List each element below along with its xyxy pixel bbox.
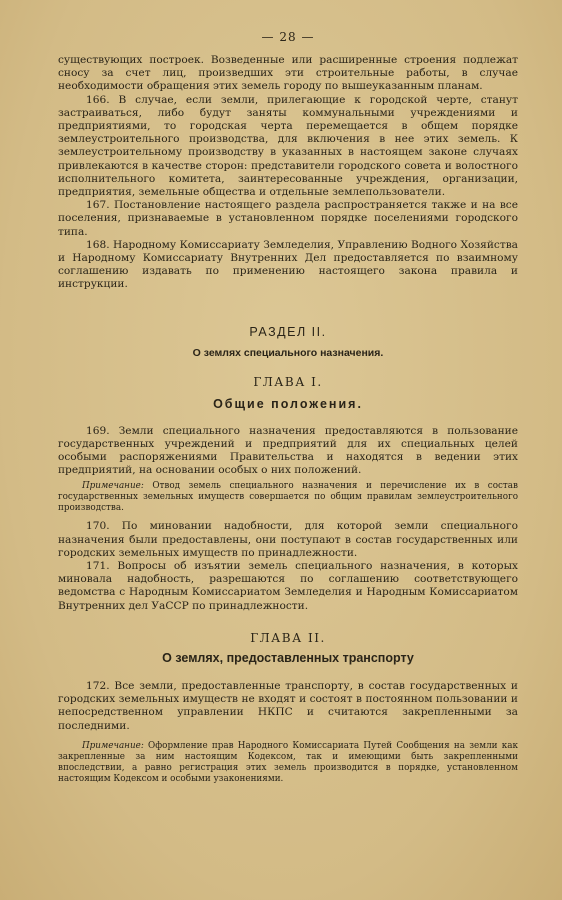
note-label: Примечание:: [82, 481, 144, 492]
paragraph-168: 168. Народному Комиссариату Земледелия, Управлению Водного Хозяйства и Народному Комиссариату Внутренних Дел предоставляется по взаимному соглашению издавать по применению настоящего закона правила и инструкции.: [58, 238, 518, 291]
chapter-2-title: ГЛАВА II.: [250, 630, 326, 645]
paragraph-169: 169. Земли специального назначения предоставляются в пользование государственных учреждений и предприятий для их специальных целей особыми распоряжениями Правительства и находятся в ведении этих предприятий, на основании особых о них положений.: [58, 424, 518, 477]
paragraph-167: 167. Постановление настоящего раздела распространяется также и на все поселения, признаваемые в установленном порядке поселениями городского типа.: [58, 199, 518, 238]
note-text: Оформление прав Народного Комиссариата Путей Сообщения на земли как закрепленные за ним настоящим Кодексом, так и имеющими быть закрепленными впоследствии, а равно регистрация этих земель производится в порядке, установленном настоящим Кодексом и особыми узаконениями.: [58, 740, 518, 784]
paragraph-continuation: существующих построек. Возведенные или расширенные строения подлежат сносу за счет лиц, произведших эти строительные работы, в случае необходимости обращения этих земель городу по вышеуказанным планам.: [58, 54, 518, 93]
note-label: Примечание:: [82, 740, 144, 751]
chapter-1-title: ГЛАВА I.: [253, 374, 323, 389]
paragraph-171: 171. Вопросы об изъятии земель специального назначения, в которых миновала надобность, разрешаются по соглашению соответствующего ведомства с Народным Комиссариатом Земледелия и Народным Комиссариатом Внутренних дел УаССР по принадлежности.: [58, 560, 518, 612]
note-172: [58, 741, 518, 785]
note-text: Отвод земель специального назначения и перечисление их в состав государственных земельных имуществ совершается по общим правилам землеустроительного производства.: [58, 481, 518, 514]
page-number: — 28 —: [261, 30, 315, 44]
chapter-2-subtitle: О землях, предоставленных транспорту: [162, 650, 414, 665]
paragraph-166: 166. В случае, если земли, прилегающие к городской черте, станут застраиваться, либо будут заняты коммунальными учреждениями и предприятиями, то городская черта перемещается в общем порядке землеустроительного производства, для включения в нее этих земель. К землеустроительному производству в указанных в настоящем законе случаях привлекаются в качестве сторон: представители городского совета и волостного исполнительного комитета, заинтересованные учреждения, организации, предприятия, земельные общества и отдельные землепользователи.: [58, 93, 518, 199]
paragraph-172: 172. Все земли, предоставленные транспорту, в состав государственных и городских земельных имуществ не входят и состоят в постоянном пользовании и непосредственном управлении НКПС и считаются закрепленными за последними.: [58, 679, 518, 732]
chapter-1-subtitle: Общие положения.: [213, 396, 363, 411]
paragraph-170: 170. По миновании надобности, для которой земли специального назначения были предоставлены, они поступают в состав государственных или городских земельных имуществ по принадлежности.: [58, 520, 518, 559]
note-169: [58, 481, 518, 514]
section-subtitle: О землях специального назначения.: [192, 346, 384, 359]
section-title: РАЗДЕЛ II.: [249, 324, 327, 339]
